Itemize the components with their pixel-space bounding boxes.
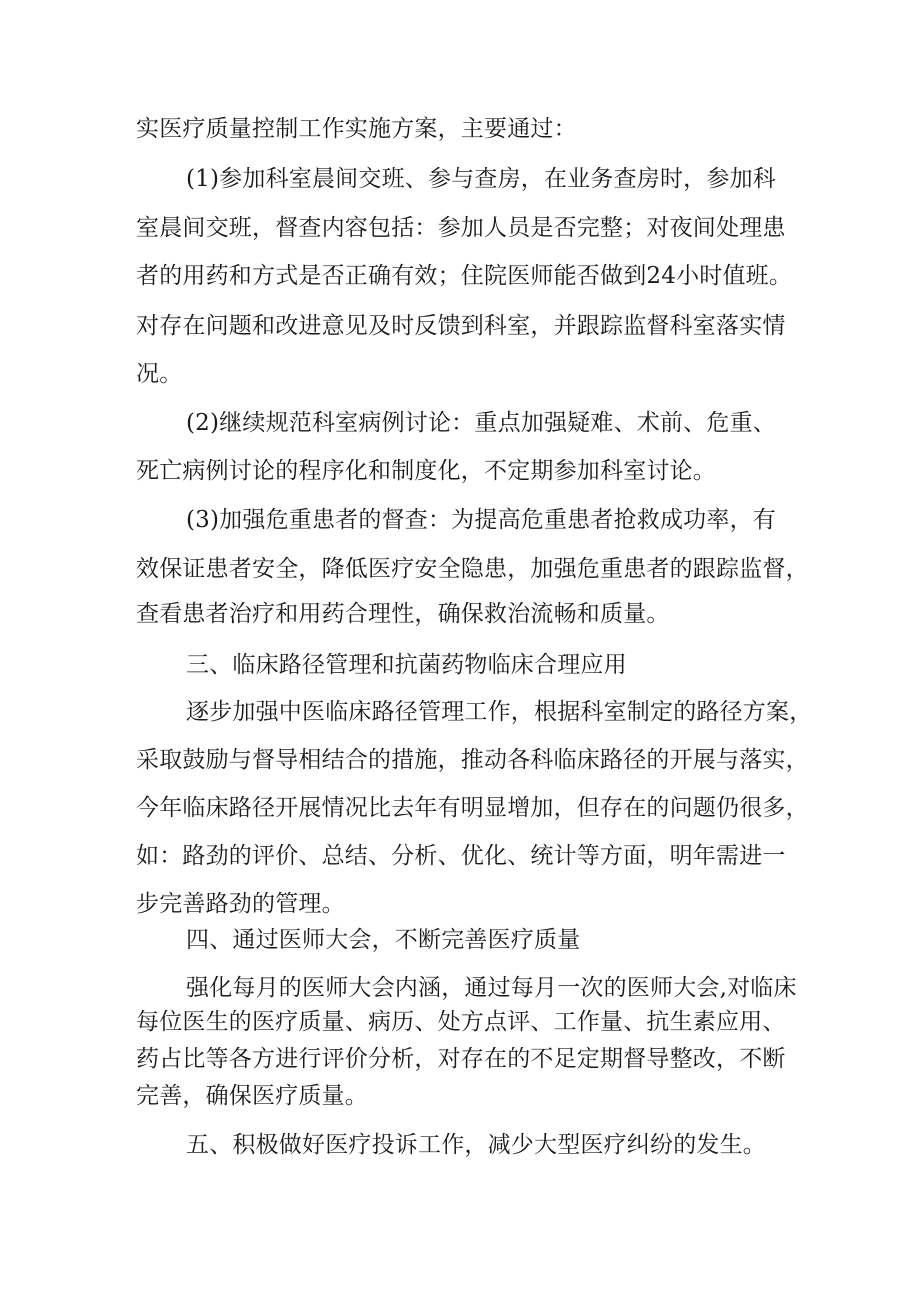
text-line: (3)加强危重患者的督查：为提高危重患者抢救成功率，有	[186, 507, 776, 533]
text-line: (1)参加科室晨间交班、参与查房，在业务查房时，参加科	[186, 166, 776, 192]
text-line: 如：路劲的评价、总结、分析、优化、统计等方面，明年需进一	[136, 843, 786, 869]
text-line: 况。	[136, 361, 183, 387]
section-heading: 三、临床路径管理和抗菌药物临床合理应用	[186, 652, 627, 678]
text-line: 步完善路劲的管理。	[136, 891, 345, 917]
section-heading: 五、积极做好医疗投诉工作，减少大型医疗纠纷的发生。	[186, 1132, 766, 1158]
text-line: 完善，确保医疗质量。	[136, 1083, 368, 1109]
text-line: 效保证患者安全，降低医疗安全隐患，加强危重患者的跟踪监督，	[136, 556, 809, 582]
text-line: 死亡病例讨论的程序化和制度化，不定期参加科室讨论。	[136, 458, 716, 484]
text-line: 者的用药和方式是否正确有效；住院医师能否做到24小时值班。	[136, 263, 793, 289]
text-line: 采取鼓励与督导相结合的措施，推动各科临床路径的开展与落实，	[136, 747, 809, 773]
text-line: 室晨间交班，督查内容包括：参加人员是否完整；对夜间处理患	[136, 215, 786, 241]
text-line: 强化每月的医师大会内涵，通过每月一次的医师大会,对临床	[186, 975, 797, 1001]
section-heading: 四、通过医师大会，不断完善医疗质量	[186, 927, 581, 953]
text-line: 对存在问题和改进意见及时反馈到科室，并跟踪监督科室落实情	[136, 313, 786, 339]
text-line: 逐步加强中医临床路径管理工作，根据科室制定的路径方案，	[186, 699, 813, 725]
text-line: 今年临床路径开展情况比去年有明显增加，但存在的问题仍很多，	[136, 795, 809, 821]
text-line: 查看患者治疗和用药合理性，确保救治流畅和质量。	[136, 601, 670, 627]
text-line: 药占比等各方进行评价分析，对存在的不足定期督导整改，不断	[136, 1046, 786, 1072]
text-line: 每位医生的医疗质量、病历、处方点评、工作量、抗生素应用、	[136, 1009, 786, 1035]
text-line: 实医疗质量控制工作实施方案，主要通过：	[136, 116, 577, 142]
text-line: (2)继续规范科室病例讨论：重点加强疑难、术前、危重、	[186, 410, 776, 436]
